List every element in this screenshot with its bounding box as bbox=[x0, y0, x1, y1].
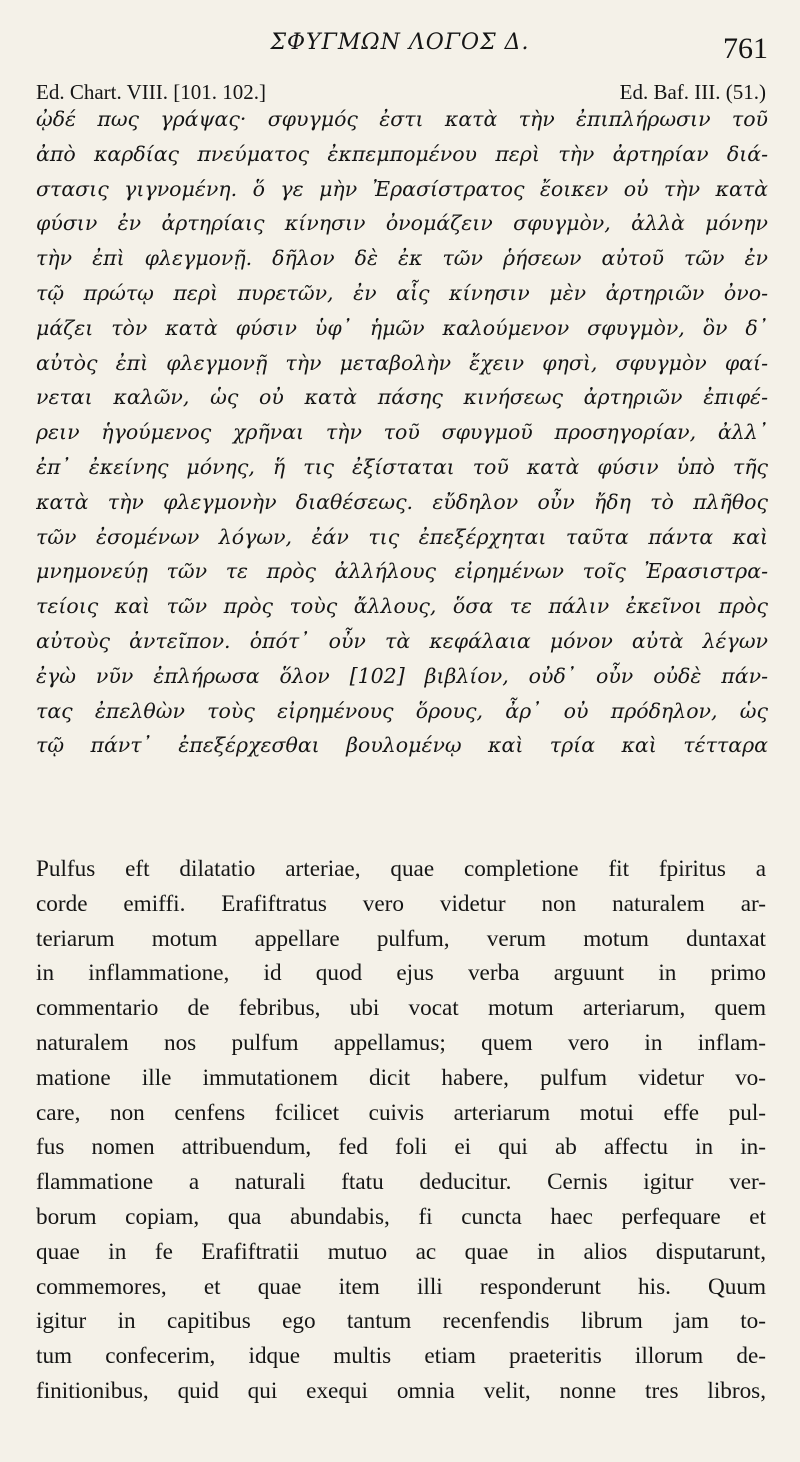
latin-line: finitionibus, quid qui exequi omnia velit, nonne tres libros, bbox=[36, 1377, 766, 1404]
latin-line: tum confecerim, idque multis etiam praeteritis illorum de- bbox=[36, 1343, 766, 1370]
greek-line: ἀπὸ καρδίας πνεύματος ἐκπεμπομένου περὶ τὴν ἀρτηρίαν διά- bbox=[36, 141, 768, 166]
latin-line: naturalem nos pulfum appellamus; quem vero in inflam- bbox=[36, 1029, 766, 1056]
greek-line: μνημονεύῃ τῶν τε πρὸς ἀλλήλους εἰρημένων τοῖς Ἐρασιστρα- bbox=[36, 559, 768, 584]
latin-line: igitur in capitibus ego tantum recenfendis librum jam to- bbox=[36, 1308, 766, 1335]
greek-line: κατὰ τὴν φλεγμονὴν διαθέσεως. εὔδηλον οὖν ἤδη τὸ πλῆθος bbox=[36, 489, 768, 514]
page-number: 761 bbox=[723, 32, 768, 65]
latin-line: care, non cenfens fcilicet cuivis arteriarum motui effe pul- bbox=[36, 1099, 766, 1126]
latin-line: teriarum motum appellare pulfum, verum motum duntaxat bbox=[36, 925, 766, 952]
latin-line: quae in fe Erafiftratii mutuo ac quae in alios disputarunt, bbox=[36, 1238, 766, 1265]
latin-line: commemores, et quae item illi responderunt his. Quum bbox=[36, 1273, 766, 1300]
latin-translation-block bbox=[36, 852, 766, 1409]
greek-line: ρειν ἡγούμενος χρῆναι τὴν τοῦ σφυγμοῦ προσηγορίαν, ἀλλ᾽ bbox=[36, 420, 768, 445]
greek-line: ἐπ᾽ ἐκείνης μόνης, ἥ τις ἐξίσταται τοῦ κατὰ φύσιν ὑπὸ τῆς bbox=[36, 454, 768, 479]
greek-line: τείοις καὶ τῶν πρὸς τοὺς ἄλλους, ὅσα τε πάλιν ἐκεῖνοι πρὸς bbox=[36, 594, 768, 619]
greek-line: τῷ πρώτῳ περὶ πυρετῶν, ἐν αἷς κίνησιν μὲν ἀρτηριῶν ὀνο- bbox=[36, 280, 768, 305]
greek-line: αὐτὸς ἐπὶ φλεγμονῇ τὴν μεταβολὴν ἔχειν φησὶ, σφυγμὸν φαί- bbox=[36, 350, 768, 375]
greek-text-block bbox=[36, 102, 768, 763]
greek-line: τῷ πάντ᾽ ἐπεξέρχεσθαι βουλομένῳ καὶ τρία καὶ τέτταρα bbox=[36, 733, 768, 758]
edition-basel-reference: Ed. Baf. III. (51.) bbox=[619, 80, 766, 104]
latin-line: borum copiam, qua abundabis, fi cuncta haec perfequare et bbox=[36, 1203, 766, 1230]
edition-chartier-reference: Ed. Chart. VIII. [101. 102.] bbox=[36, 80, 266, 104]
greek-line: τὴν ἐπὶ φλεγμονῇ. δῆλον δὲ ἐκ τῶν ῥήσεων αὐτοῦ τῶν ἐν bbox=[36, 246, 768, 271]
latin-line: flammatione a naturali ftatu deducitur. Cernis igitur ver- bbox=[36, 1169, 766, 1196]
greek-line: μάζει τὸν κατὰ φύσιν ὑφ᾽ ἡμῶν καλούμενον σφυγμὸν, ὃν δ᾽ bbox=[36, 315, 768, 340]
greek-line: ᾠδέ πως γράψας· σφυγμός ἐστι κατὰ τὴν ἐπιπλήρωσιν τοῦ bbox=[36, 107, 768, 131]
latin-line: Pulfus eft dilatatio arteriae, quae completione fit fpiritus a bbox=[36, 856, 766, 882]
greek-line: φύσιν ἐν ἀρτηρίαις κίνησιν ὀνομάζειν σφυγμὸν, ἀλλὰ μόνην bbox=[36, 211, 768, 236]
greek-line: τας ἐπελθὼν τοὺς εἰρημένους ὅρους, ἆρ᾽ οὐ πρόδηλον, ὡς bbox=[36, 698, 768, 723]
greek-line: ἐγὼ νῦν ἐπλήρωσα ὅλον [102] βιβλίον, οὐδ᾽ οὖν οὐδὲ πάν- bbox=[36, 663, 768, 688]
greek-line: τῶν ἐσομένων λόγων, ἐάν τις ἐπεξέρχηται ταῦτα πάντα καὶ bbox=[36, 524, 768, 549]
latin-line: commentario de febribus, ubi vocat motum arteriarum, quem bbox=[36, 995, 766, 1022]
latin-line: corde emiffi. Erafiftratus vero videtur non naturalem ar- bbox=[36, 890, 766, 917]
latin-line: in inflammatione, id quod ejus verba arguunt in primo bbox=[36, 960, 766, 987]
greek-line: αὐτοὺς ἀντεῖπον. ὁπότ᾽ οὖν τὰ κεφάλαια μόνον αὐτὰ λέγων bbox=[36, 628, 768, 653]
greek-line: στασις γιγνομένη. ὅ γε μὴν Ἐρασίστρατος ἔοικεν οὐ τὴν κατὰ bbox=[36, 176, 768, 201]
latin-line: fus nomen attribuendum, fed foli ei qui ab affectu in in- bbox=[36, 1134, 766, 1161]
greek-line: νεται καλῶν, ὡς οὐ κατὰ πάσης κινήσεως ἀρτηριῶν ἐπιφέ- bbox=[36, 385, 768, 410]
running-title: ΣΦΥΓΜΩΝ ΛΟΓΟΣ Δ. bbox=[270, 30, 530, 55]
latin-line: matione ille immutationem dicit habere, pulfum videtur vo- bbox=[36, 1064, 766, 1091]
